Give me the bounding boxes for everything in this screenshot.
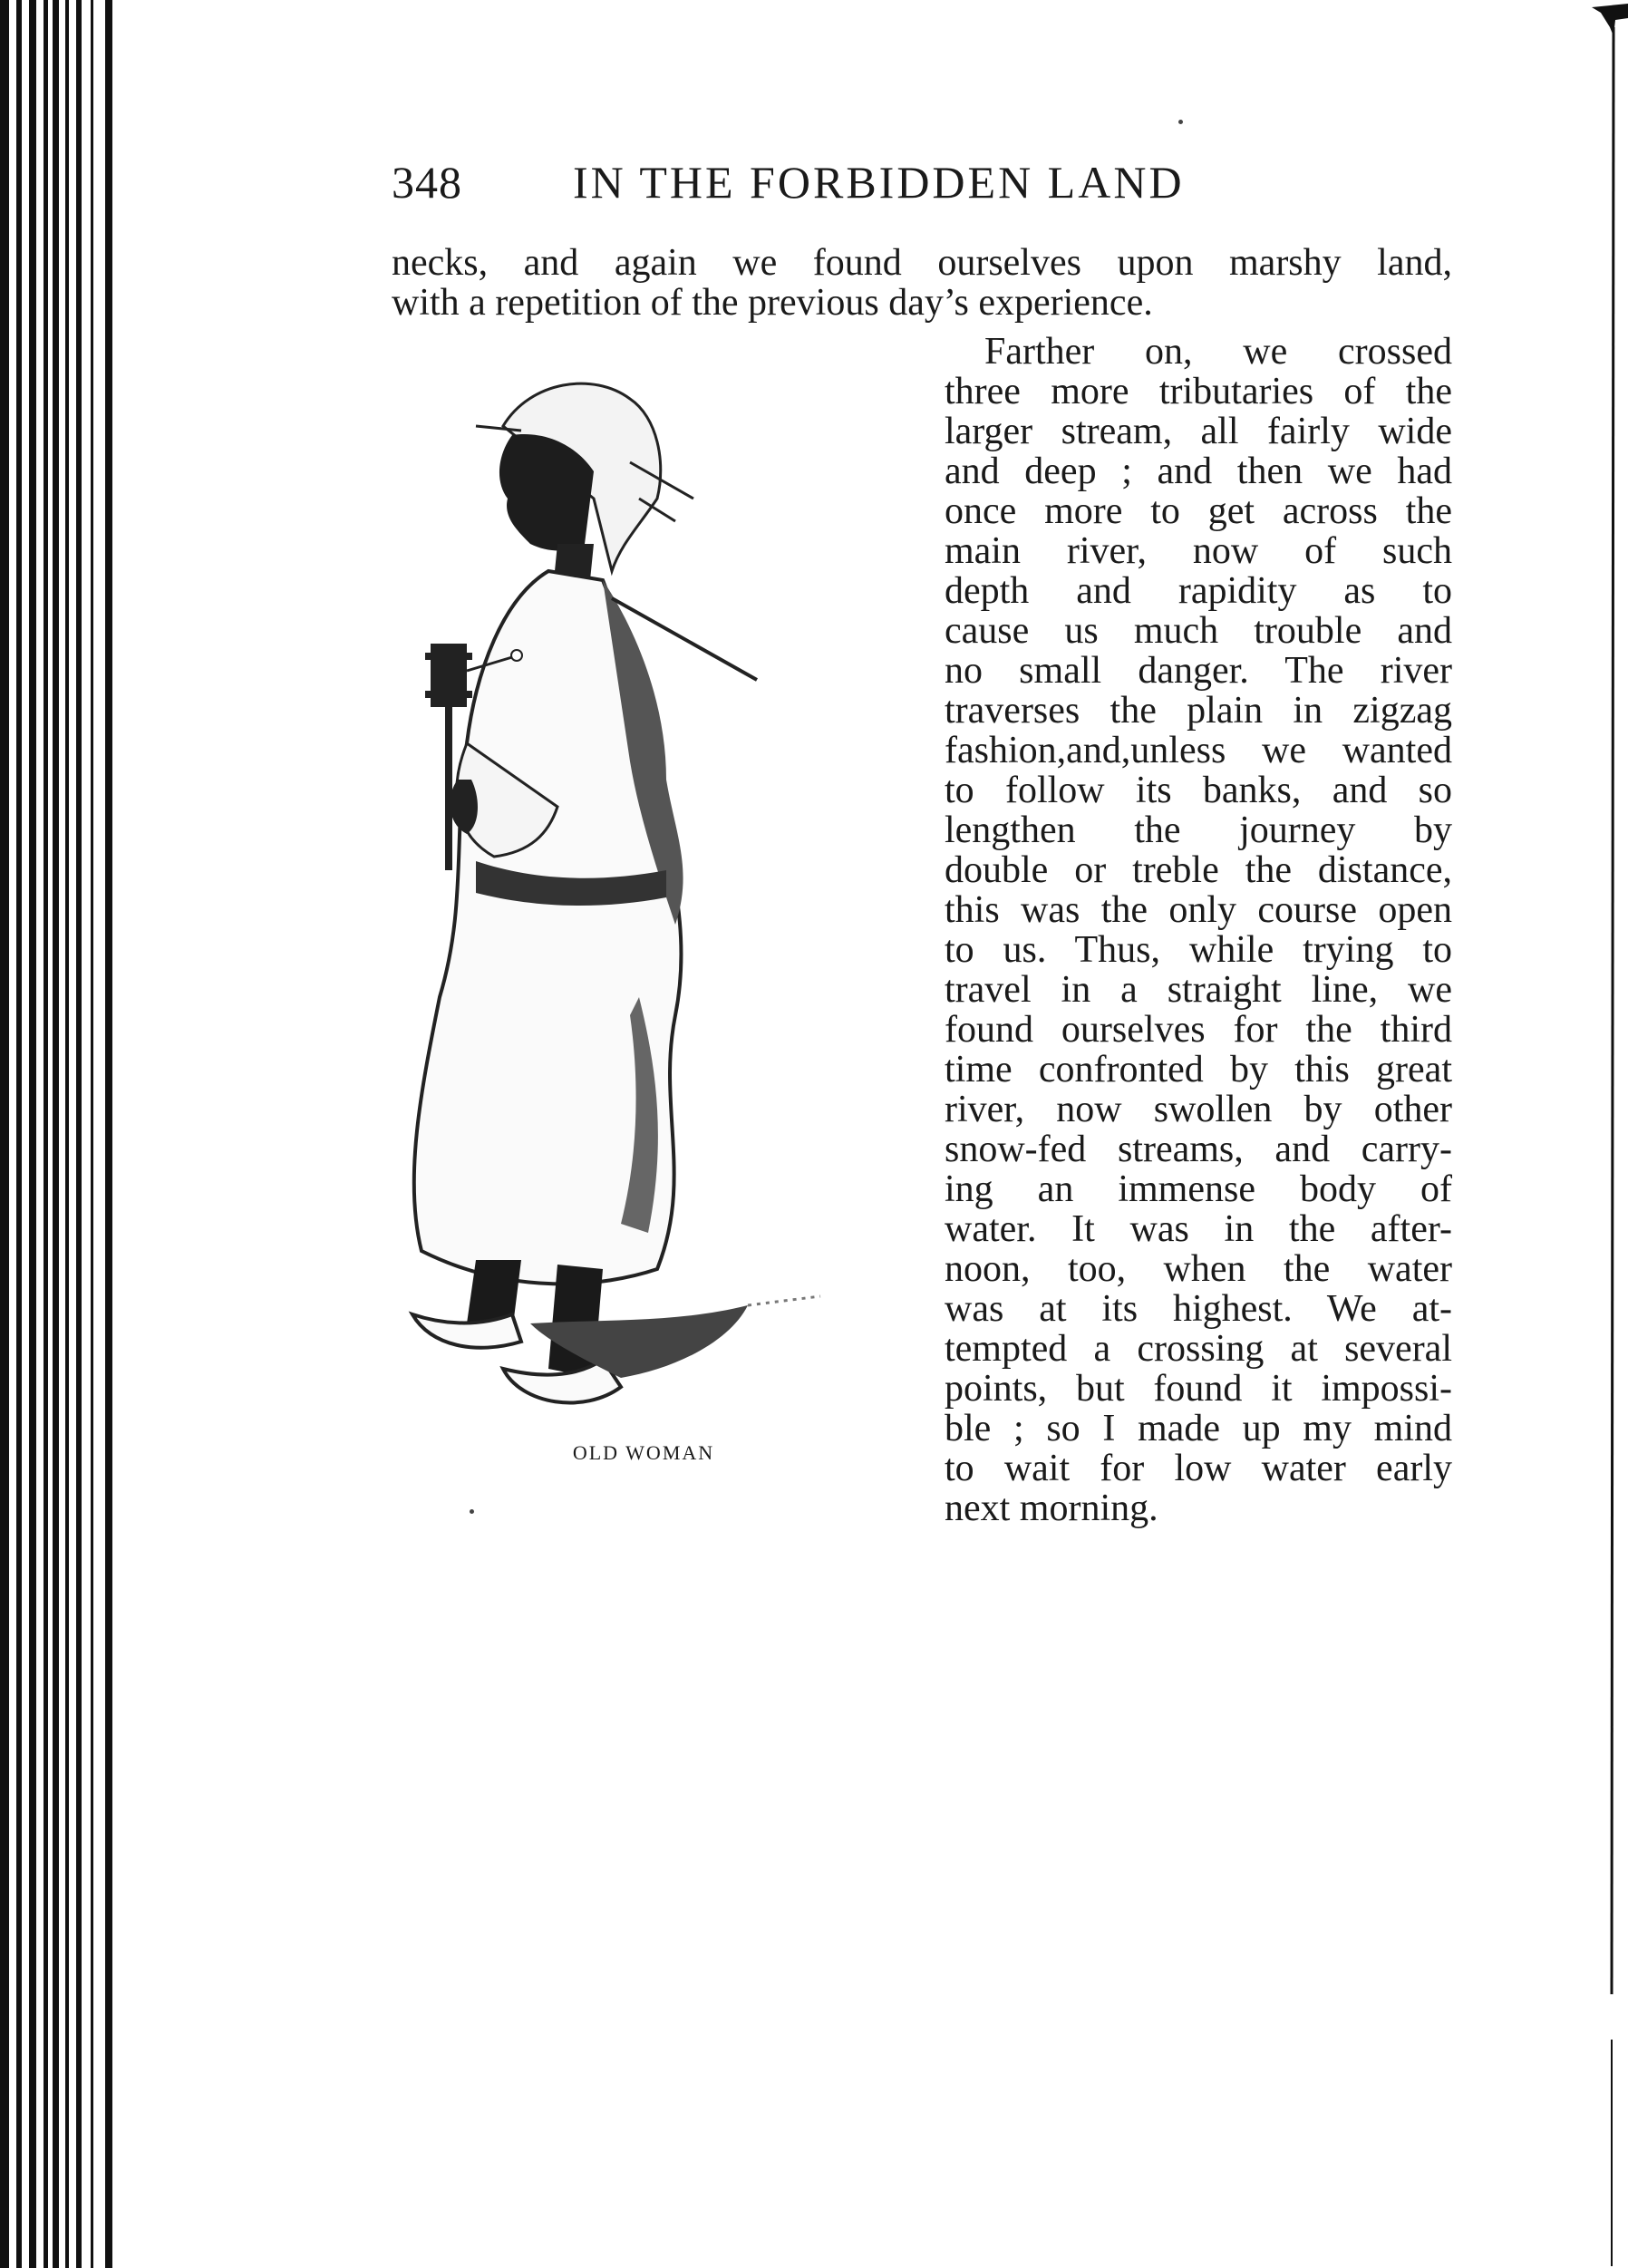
- text-line: was at its highest. We at-: [945, 1288, 1452, 1330]
- text-line: and deep ; and then we had: [945, 451, 1452, 492]
- text-line: noon, too, when the water: [945, 1248, 1452, 1290]
- text-line: larger stream, all fairly wide: [945, 411, 1452, 452]
- text-line: ing an immense body of: [945, 1168, 1452, 1210]
- figure-caption: OLD WOMAN: [572, 1441, 715, 1464]
- text-line: snow-fed streams, and carry-: [945, 1129, 1452, 1170]
- text-line: to wait for low water early: [945, 1448, 1452, 1489]
- book-binding-edge: [0, 0, 118, 2268]
- page-edge-right: [1592, 0, 1628, 2268]
- text-line: with a repetition of the previous day’s experience.: [392, 282, 1153, 324]
- text-line: ble ; so I made up my mind: [945, 1408, 1452, 1449]
- ink-speck: [1178, 120, 1183, 124]
- text-line: travel in a straight line, we: [945, 969, 1452, 1011]
- text-line: necks, and again we found ourselves upon marshy land,: [392, 242, 1452, 284]
- text-line: to us. Thus, while trying to: [945, 929, 1452, 971]
- text-line: depth and rapidity as to: [945, 570, 1452, 612]
- text-line: double or treble the distance,: [945, 849, 1452, 891]
- text-line: lengthen the journey by: [945, 809, 1452, 851]
- text-line: traverses the plain in zigzag: [945, 690, 1452, 732]
- text-line: time confronted by this great: [945, 1049, 1452, 1090]
- body-text-full-width: [392, 243, 1452, 323]
- text-line: main river, now of such: [945, 530, 1452, 572]
- text-line: found ourselves for the third: [945, 1009, 1452, 1051]
- text-line: next morning.: [945, 1488, 1158, 1529]
- page-header: [392, 156, 1452, 219]
- text-line: three more tributaries of the: [945, 371, 1452, 412]
- text-line: once more to get across the: [945, 490, 1452, 532]
- text-line: river, now swollen by other: [945, 1089, 1452, 1130]
- text-line: tempted a crossing at several: [945, 1328, 1452, 1370]
- text-line: cause us much trouble and: [945, 610, 1452, 652]
- body-text-column: [945, 332, 1452, 1528]
- text-line: points, but found it impossi-: [945, 1368, 1452, 1410]
- old-woman-illustration: [367, 363, 911, 1423]
- text-line: this was the only course open: [945, 889, 1452, 931]
- text-line: fashion,and,unless we wanted: [945, 730, 1452, 771]
- text-line: water. It was in the after-: [945, 1208, 1452, 1250]
- running-title: IN THE FORBIDDEN LAND: [573, 157, 1185, 208]
- ink-speck: [470, 1509, 474, 1514]
- text-line: Farther on, we crossed: [984, 331, 1452, 373]
- text-line: no small danger. The river: [945, 650, 1452, 692]
- page-number: 348: [392, 157, 462, 208]
- text-line: to follow its banks, and so: [945, 770, 1452, 811]
